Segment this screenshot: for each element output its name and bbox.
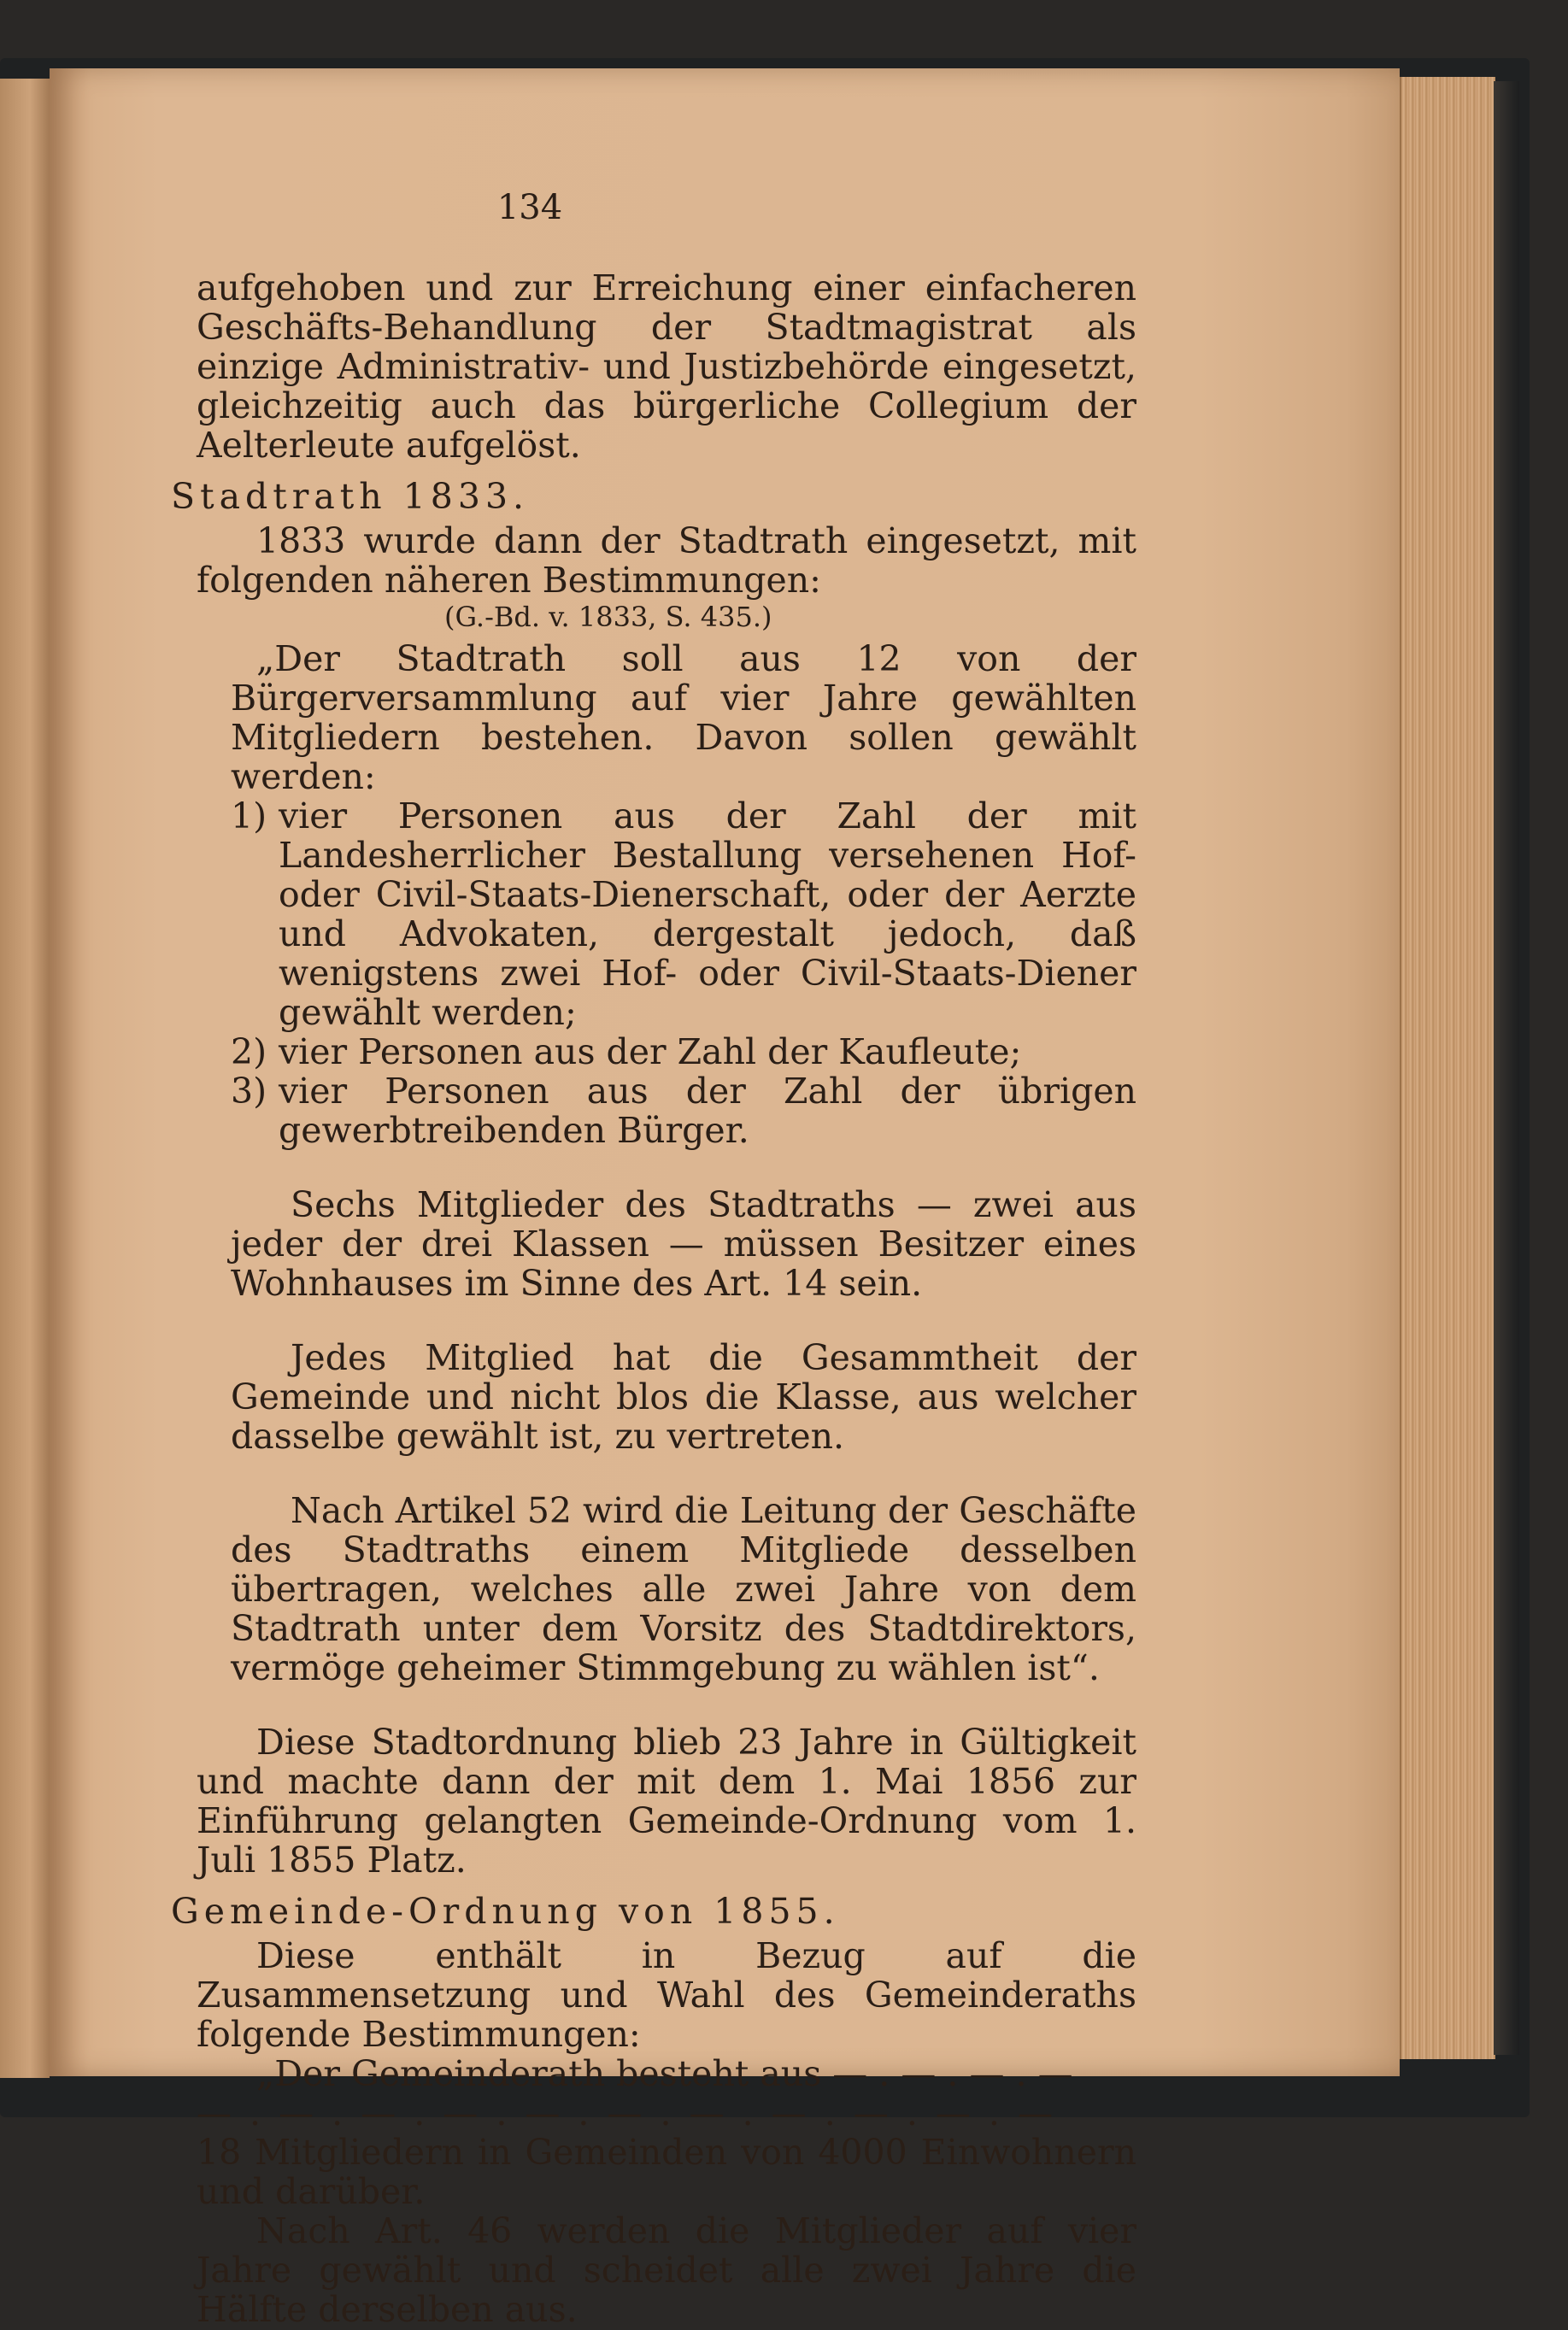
quote-open: „Der Stadtrath soll aus 12 von der Bürgerversammlung auf vier Jahre gewählten Mitgliedern bestehen. Davon sollen gewählt werden:: [231, 638, 1136, 797]
page-number: 134: [496, 188, 563, 227]
page-text: [171, 188, 1136, 2330]
section-heading-stadtrath: Stadtrath 1833.: [171, 476, 530, 517]
citation: (G.-Bd. v. 1833, S. 435.): [444, 601, 772, 633]
section-2-quote-open: „Der Gemeinderath besteht aus — . — . — . —: [256, 2053, 1073, 2094]
intro-paragraph: aufgehoben und zur Erreichung einer einfacheren Geschäfts-Behandlung der Stadtmagistrat als einzige Administrativ- und Justizbehörde eingesetzt, gleichzeitig auch das bürgerliche Collegium der Aelterleute aufgelöst.: [197, 267, 1136, 466]
list-number: 3): [231, 1071, 267, 1112]
quote-paragraph: Jedes Mitglied hat die Gesammtheit der Gemeinde und nicht blos die Klasse, aus welcher dasselbe gewählt ist, zu vertreten.: [231, 1337, 1136, 1457]
facing-page-edge: [0, 79, 50, 2078]
list-number: 1): [231, 795, 267, 836]
section-2-intro: Diese enthält in Bezug auf die Zusammensetzung und Wahl des Gemeinderaths folgende Bestimmungen:: [197, 1935, 1136, 2055]
quote-paragraph: Sechs Mitglieder des Stadtraths — zwei aus jeder der drei Klassen — müssen Besitzer eines Wohnhauses im Sinne des Art. 14 sein.: [231, 1184, 1136, 1304]
list-text: vier Personen aus der Zahl der übrigen gewerbtreibenden Bürger.: [279, 1071, 1136, 1151]
section-2-closing: Nach Art. 46 werden die Mitglieder auf vier Jahre gewählt und scheidet alle zwei Jahre die Hälfte derselben aus.: [197, 2210, 1136, 2330]
section-2-quote-end: 18 Mitgliedern in Gemeinden von 4000 Einwohnern und darüber.: [197, 2132, 1136, 2212]
page-block-edges: [1400, 77, 1495, 2059]
section-heading-gemeinde-ordnung: Gemeinde-Ordnung von 1855.: [171, 1891, 840, 1932]
spine-edge: [1494, 81, 1519, 2055]
list-item: [231, 1032, 1136, 1071]
list-item: [231, 796, 1136, 1032]
section-1-intro: 1833 wurde dann der Stadtrath eingesetzt, mit folgenden näheren Bestimmungen:: [197, 520, 1136, 601]
list-text: vier Personen aus der Zahl der Kaufleute;: [279, 1031, 1022, 1072]
list-number: 2): [231, 1031, 267, 1072]
quote-paragraph: Nach Artikel 52 wird die Leitung der Geschäfte des Stadtraths einem Mitgliede desselben übertragen, welches alle zwei Jahre von dem Stadtrath unter dem Vorsitz des Stadtdirektors, vermöge geheimer Stimmgebung zu wählen ist“.: [231, 1490, 1136, 1688]
list-text: vier Personen aus der Zahl der mit Landesherrlicher Bestallung versehenen Hof- oder Civil-Staats-Dienerschaft, oder der Aerzte und Advokaten, dergestalt jedoch, daß wenigstens zwei Hof- oder Civil-Staats-Diener gewählt werden;: [279, 795, 1136, 1033]
list-item: [231, 1071, 1136, 1150]
omission-dash-line: — . — . — . — . — . — . — . — . — . — . —: [197, 2092, 1056, 2133]
section-1-closing: Diese Stadtordnung blieb 23 Jahre in Gültigkeit und machte dann der mit dem 1. Mai 1856 zur Einführung gelangten Gemeinde-Ordnung vom 1. Juli 1855 Platz.: [197, 1722, 1136, 1881]
